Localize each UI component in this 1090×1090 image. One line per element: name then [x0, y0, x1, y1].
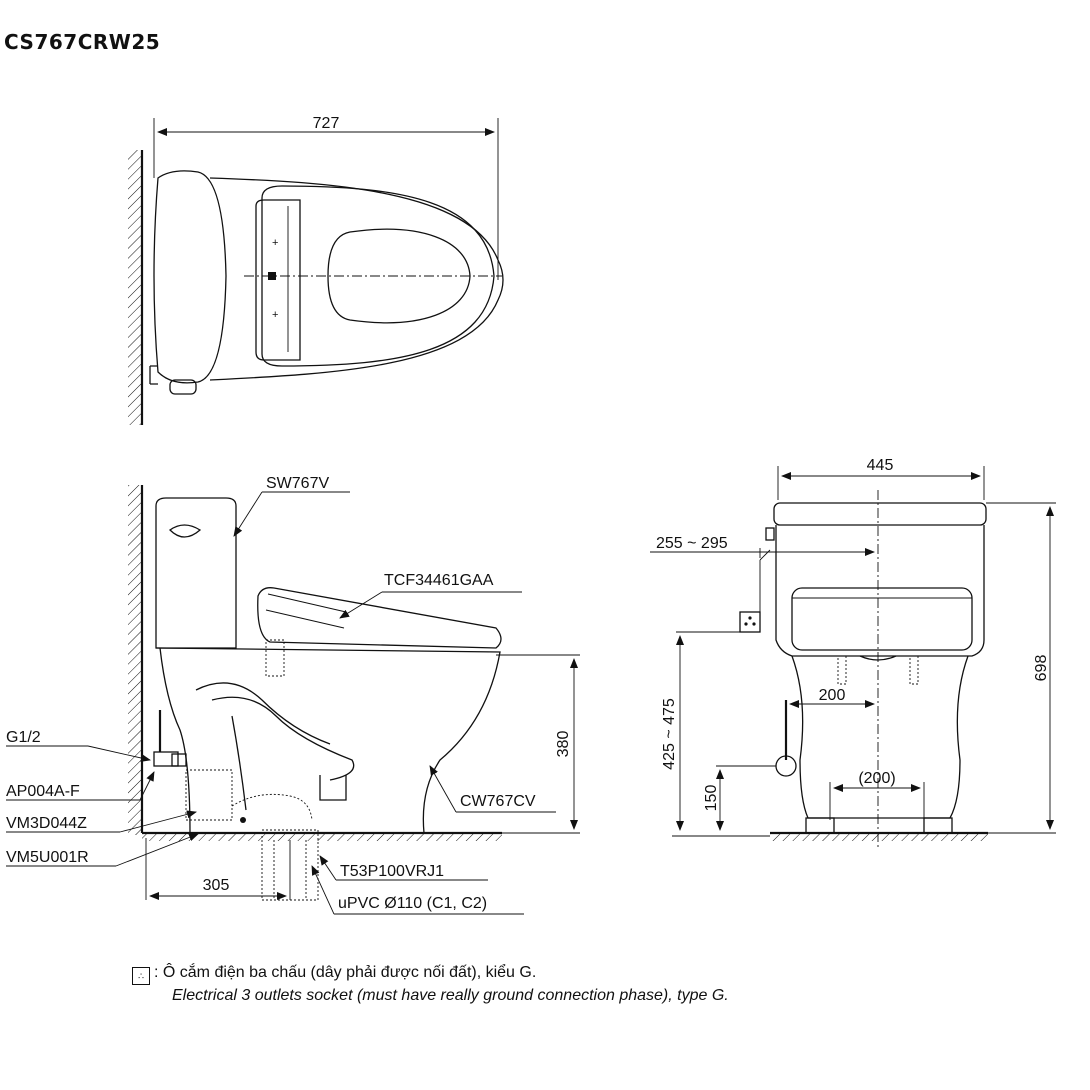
label-bowl-part: CW767CV: [460, 793, 536, 810]
seat-side: [258, 588, 501, 648]
label-flange: VM5U001R: [6, 849, 89, 866]
dim-seat-height-380: 380: [555, 730, 572, 758]
dim-supply-offset: 200: [818, 687, 846, 704]
flush-button-icon: [170, 525, 200, 537]
label-tank-part: SW767V: [266, 475, 330, 492]
dim-width-445: 445: [866, 457, 894, 474]
legend-text-en: Electrical 3 outlets socket (must have really ground connection phase), type G.: [172, 987, 729, 1004]
electrical-socket-icon: ∴: [132, 967, 150, 985]
tank-front: [774, 503, 986, 525]
dim-socket-height: 425 ~ 475: [661, 698, 678, 770]
legend-note: [132, 962, 729, 1007]
label-thread: G1/2: [6, 729, 41, 746]
top-view: [128, 115, 503, 425]
side-view: [6, 475, 580, 914]
front-view: [650, 457, 1056, 850]
electrical-socket-icon: [740, 612, 760, 632]
bowl-outline: [210, 178, 503, 380]
dim-rough-in-305: 305: [202, 877, 230, 894]
legend-text-vi: : Ô cắm điện ba chấu (dây phải được nối đất), kiểu G.: [154, 964, 537, 981]
bowl-front: [792, 656, 968, 818]
svg-text:+: +: [272, 237, 279, 249]
bowl-side: [156, 648, 500, 833]
tank-side: [156, 498, 236, 648]
label-drain-pipe: uPVC Ø110 (C1, C2): [338, 895, 488, 912]
svg-text:+: +: [272, 309, 279, 321]
dim-socket-offset: 255 ~ 295: [656, 535, 728, 552]
dim-length-727: 727: [312, 115, 340, 132]
model-title: CS767CRW25: [4, 30, 161, 54]
label-supply-hose: VM3D044Z: [6, 815, 87, 832]
dim-bolt-spacing: (200): [858, 770, 896, 787]
seat-front: [792, 588, 972, 650]
dim-valve-height: 150: [703, 784, 720, 812]
label-drain-adapter: T53P100VRJ1: [340, 863, 445, 880]
wall-hatch: [128, 150, 142, 425]
dim-total-height: 698: [1033, 654, 1050, 682]
tank-outline: [154, 171, 226, 383]
label-angle-valve: AP004A-F: [6, 783, 80, 800]
label-seat-part: TCF34461GAA: [384, 572, 494, 589]
